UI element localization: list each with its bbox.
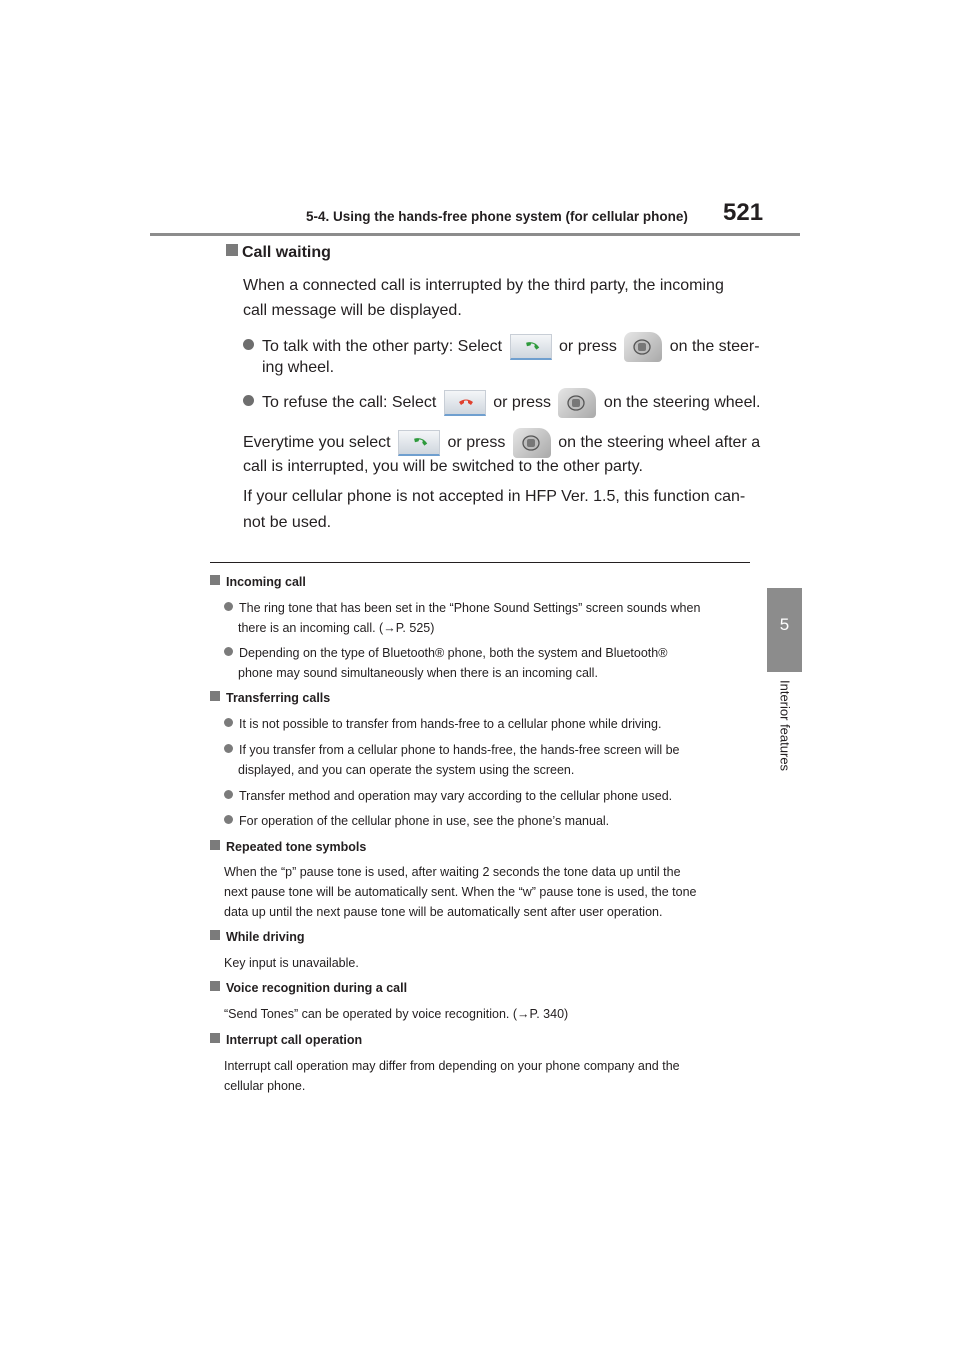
note-incoming-b2-l1: Depending on the type of Bluetooth® phone, both the system and Bluetooth®	[224, 643, 667, 663]
intro-line-1: When a connected call is interrupted by the third party, the incoming	[243, 277, 724, 294]
note-heading-voice: Voice recognition during a call	[210, 978, 407, 998]
note-incoming-b1-l2: there is an incoming call. (→P. 525)	[238, 621, 435, 635]
steering-phone-switch-icon	[513, 428, 551, 458]
chapter-number: 5	[779, 615, 790, 634]
bullet-talk: To talk with the other party: Select or press on the steer-	[243, 332, 760, 362]
round-bullet-icon	[224, 744, 233, 753]
phone-answer-icon	[510, 334, 552, 360]
round-bullet-icon	[224, 602, 233, 611]
note-heading-interrupt: Interrupt call operation	[210, 1030, 362, 1050]
note-repeated-l3: data up until the next pause tone will be automatically sent after user operation.	[224, 905, 663, 919]
phone-answer-icon	[398, 430, 440, 456]
note-heading-transfer: Transferring calls	[210, 688, 330, 708]
note-interrupt-l1: Interrupt call operation may differ from depending on your phone company and the	[224, 1059, 680, 1073]
note-incoming-b1-l1: The ring tone that has been set in the “Phone Sound Settings” screen sounds when	[224, 598, 700, 618]
note-transfer-b4: For operation of the cellular phone in use, see the phone’s manual.	[224, 811, 609, 831]
note-transfer-b1: It is not possible to transfer from hands-free to a cellular phone while driving.	[224, 714, 661, 734]
note-heading-incoming: Incoming call	[210, 572, 306, 592]
note-heading-repeated: Repeated tone symbols	[210, 837, 366, 857]
round-bullet-icon	[224, 815, 233, 824]
square-bullet-icon	[210, 981, 220, 991]
note-incoming-b2-l2: phone may sound simultaneously when there is an incoming call.	[238, 666, 598, 680]
page-number: 521	[723, 199, 764, 226]
round-bullet-icon	[224, 647, 233, 656]
square-bullet-icon	[210, 840, 220, 850]
steering-phone-switch-icon	[558, 388, 596, 418]
intro-line-2: call message will be displayed.	[243, 302, 462, 319]
round-bullet-icon	[243, 395, 254, 406]
note-voice-l1: “Send Tones” can be operated by voice recognition. (→P. 340)	[224, 1007, 569, 1021]
note-repeated-l2: next pause tone will be automatically sent. When the “w” pause tone is used, the tone	[224, 885, 697, 899]
header-rule	[150, 233, 800, 236]
note-interrupt-l2: cellular phone.	[224, 1079, 306, 1093]
note-transfer-b2-l2: displayed, and you can operate the system using the screen.	[238, 763, 575, 777]
round-bullet-icon	[224, 790, 233, 799]
note-transfer-b3: Transfer method and operation may vary according to the cellular phone used.	[224, 786, 672, 806]
section-heading: Call waiting	[226, 244, 331, 262]
chapter-label: Interior features	[777, 680, 793, 772]
round-bullet-icon	[224, 718, 233, 727]
bullet-refuse: To refuse the call: Select or press on the steering wheel.	[243, 388, 760, 418]
square-bullet-icon	[226, 244, 238, 256]
square-bullet-icon	[210, 691, 220, 701]
round-bullet-icon	[243, 339, 254, 350]
note-driving-l1: Key input is unavailable.	[224, 956, 359, 970]
note-heading-driving: While driving	[210, 927, 304, 947]
everytime-line-1: Everytime you select or press on the steering wheel after a	[243, 428, 760, 458]
hfp-line-2: not be used.	[243, 514, 332, 531]
square-bullet-icon	[210, 575, 220, 585]
chapter-tab	[767, 588, 802, 672]
square-bullet-icon	[210, 930, 220, 940]
notes-divider	[210, 562, 750, 563]
phone-hangup-icon	[444, 390, 486, 416]
note-repeated-l1: When the “p” pause tone is used, after waiting 2 seconds the tone data up until the	[224, 865, 681, 879]
note-transfer-b2-l1: If you transfer from a cellular phone to hands-free, the hands-free screen will be	[224, 740, 680, 760]
steering-phone-switch-icon	[624, 332, 662, 362]
square-bullet-icon	[210, 1033, 220, 1043]
header-title: 5-4. Using the hands-free phone system (for cellular phone)	[306, 209, 688, 224]
hfp-line-1: If your cellular phone is not accepted in HFP Ver. 1.5, this function can-	[243, 488, 746, 505]
everytime-line-2: call is interrupted, you will be switched to the other party.	[243, 458, 643, 475]
bullet-talk-cont: ing wheel.	[262, 359, 335, 376]
